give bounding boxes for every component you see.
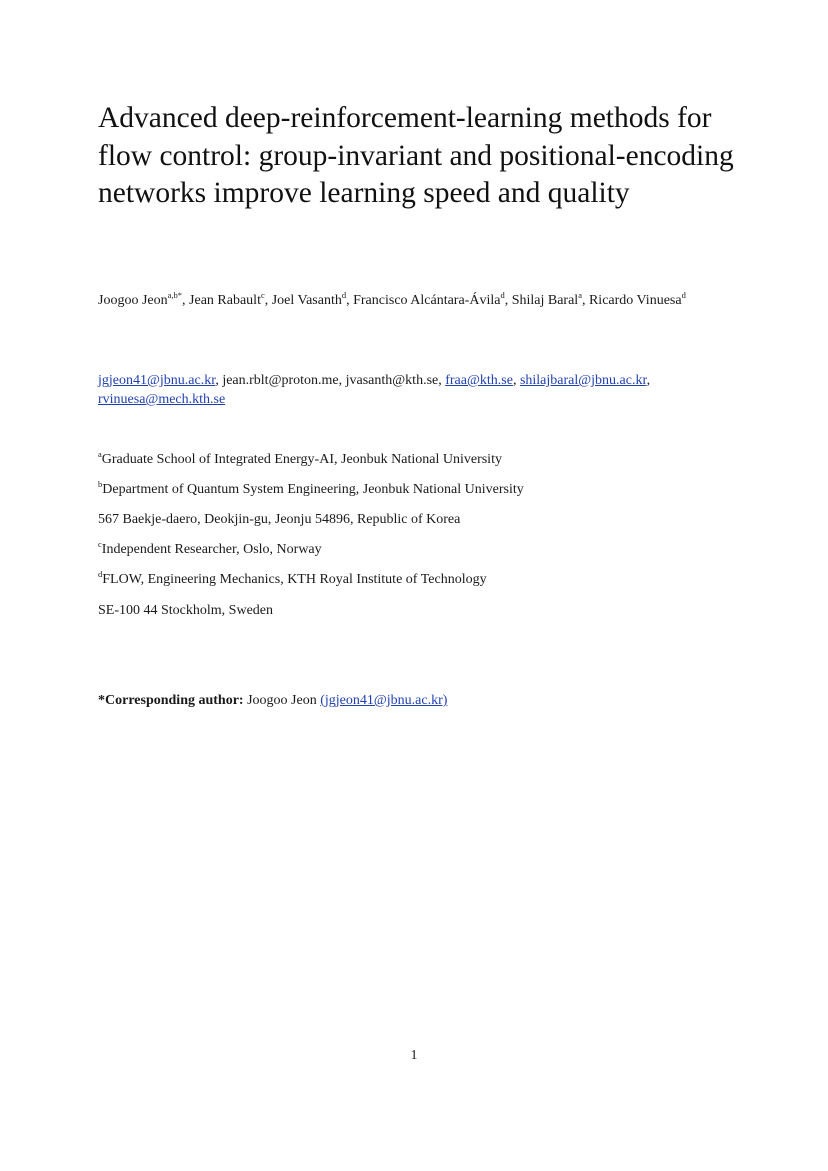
author-list: Joogoo Jeon$^{a,b*}$, Jean Rabault$^c$, Joel Vasanth$^d$, Francisco Alcántara-Ávila$^d$, Shilaj Baral$^a$, Ricardo Vinuesa$^d$ [98,290,686,308]
email-text: jvasanth@kth.se [345,373,439,388]
author-affiliation-mark: a,b* [167,290,183,300]
author-affiliation-mark: d [341,290,347,300]
author-affiliation-mark: c [260,290,265,300]
corresponding-author-name: Joogoo Jeon [243,693,321,708]
affiliation: $^d$FLOW, Engineering Mechanics, KTH Royal Institute of Technology [98,569,487,587]
author-affiliation-mark: a [578,290,582,300]
corresponding-author-label: *Corresponding author: [98,693,244,708]
affiliation: $^a$Graduate School of Integrated Energy-AI, Jeonbuk National University [98,449,502,467]
author-name: Francisco Alcántara-Ávila [353,293,501,308]
affiliation-mark: b [98,479,103,489]
affiliation-address: 567 Baekje-daero, Deokjin-gu, Jeonju 54896, Republic of Korea [98,512,461,527]
paper-title: Advanced deep-reinforcement-learning methods for flow control: group-invariant and positional-encoding networks improve learning speed and quality [98,102,734,209]
author-name: Joel Vasanth [271,293,342,308]
corresponding-email-link[interactable]: (jgjeon41@jbnu.ac.kr) [320,693,448,708]
affiliation-mark: a [98,449,102,459]
affiliation: $^c$Independent Researcher, Oslo, Norway [98,539,322,557]
author-name: Ricardo Vinuesa [588,293,682,308]
email-link[interactable]: rvinuesa@mech.kth.se [98,392,226,407]
affiliation: $^b$Department of Quantum System Engineering, Jeonbuk National University [98,479,524,497]
author-name: Joogoo Jeon [98,293,168,308]
affiliation-address: SE-100 44 Stockholm, Sweden [98,603,273,618]
author-emails: jgjeon41@jbnu.ac.kr, jean.rblt@proton.me, jvasanth@kth.se, fraa@kth.se, shilajbaral@jbnu.ac.kr, rvinuesa@mech.kth.se [98,373,651,407]
affiliation-mark: d [98,569,103,579]
author-name: Shilaj Baral [511,293,579,308]
email-link[interactable]: jgjeon41@jbnu.ac.kr [98,373,216,388]
affiliation-mark: c [98,539,102,549]
email-link[interactable]: shilajbaral@jbnu.ac.kr [519,373,647,388]
author-affiliation-mark: d [500,290,505,300]
page-number: 1 [410,1048,418,1063]
author-name: Jean Rabault [189,293,261,308]
email-link[interactable]: fraa@kth.se [445,373,513,388]
corresponding-author [98,691,447,710]
author-affiliation-mark: d [681,290,686,300]
email-text: jean.rblt@proton.me [222,373,339,388]
